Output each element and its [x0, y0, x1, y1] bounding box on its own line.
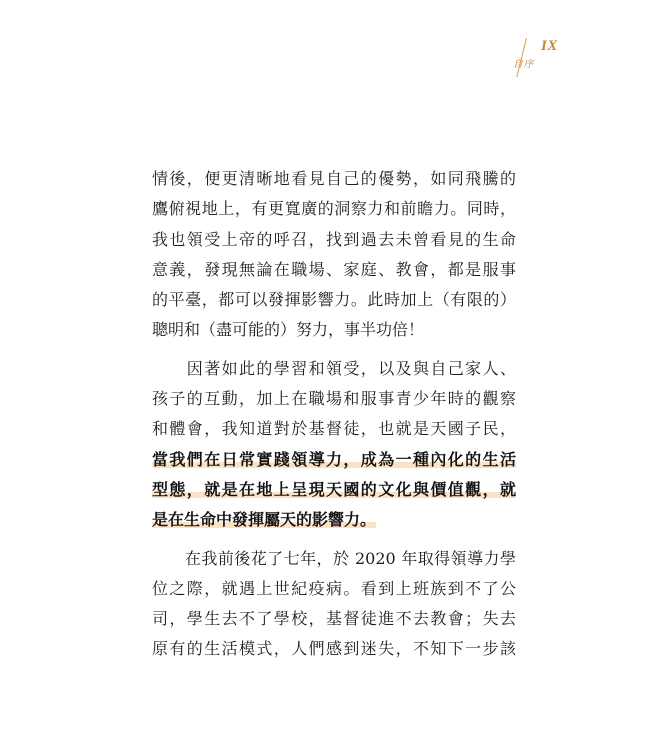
text-line: 因著如此的學習和領受，以及與自己家人、: [152, 358, 516, 378]
text-line: 和體會，我知道對於基督徒，也就是天國子民，: [152, 419, 516, 439]
page-header: [0, 0, 650, 90]
page-number: IX: [541, 38, 558, 54]
text-line: 在我前後花了七年，於 2020 年取得領導力學: [152, 548, 516, 568]
text-line: 意義，發現無論在職場、家庭、教會，都是服事: [152, 259, 516, 279]
text-line: 原有的生活模式，人們感到迷失，不知下一步該: [152, 639, 516, 659]
text-line: 聰明和（盡可能的）努力，事半功倍！: [152, 320, 425, 340]
paragraph: [152, 544, 516, 665]
paragraph: [152, 164, 516, 346]
section-label: 自序: [513, 59, 534, 70]
highlighted-text: 是在生命中發揮屬天的影響力。: [152, 510, 377, 530]
paragraph-gap: [152, 536, 516, 544]
highlighted-line: [152, 445, 516, 475]
text-line: 鷹俯視地上，有更寬廣的洞察力和前瞻力。同時，: [152, 199, 516, 219]
text-line: 孩子的互動，加上在職場和服事青少年時的觀察: [152, 389, 516, 409]
paragraph: [152, 354, 516, 536]
text-line: 的平臺，都可以發揮影響力。此時加上（有限的）: [152, 290, 516, 310]
paragraph-gap: [152, 346, 516, 354]
highlighted-text: 型態，就是在地上呈現天國的文化與價值觀，就: [152, 479, 516, 499]
highlighted-text: 當我們在日常實踐領導力，成為一種內化的生活: [152, 449, 516, 469]
highlighted-line: [152, 475, 516, 505]
body-text: [152, 164, 516, 665]
text-line: 司，學生去不了學校，基督徒進不去教會；失去: [152, 609, 516, 629]
highlighted-line: [152, 505, 516, 535]
text-line: 我也領受上帝的呼召，找到過去未曾看見的生命: [152, 229, 516, 249]
text-line: 情後，便更清晰地看見自己的優勢，如同飛騰的: [152, 169, 516, 188]
text-line: 位之際，就遇上世紀疫病。看到上班族到不了公: [152, 578, 516, 598]
